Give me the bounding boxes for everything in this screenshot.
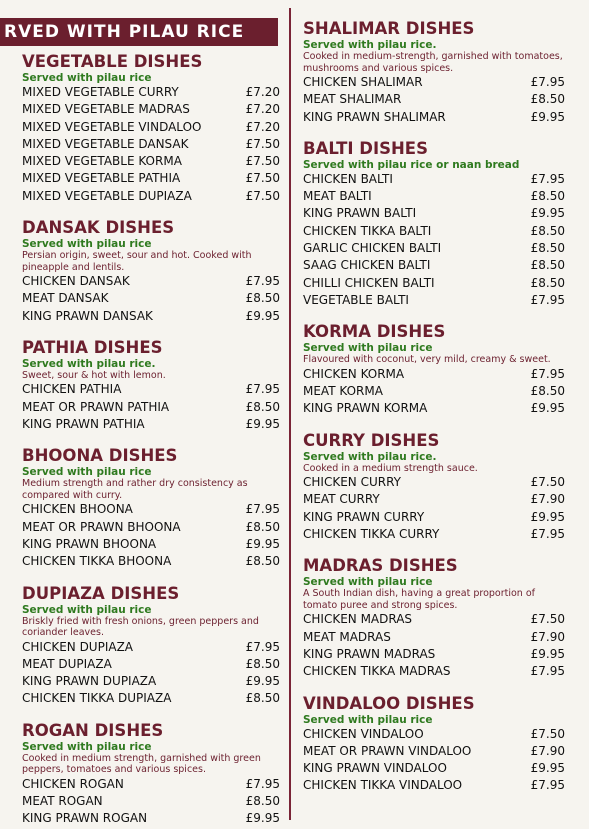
menu-item-name: MEAT CURRY (303, 492, 380, 507)
menu-item (22, 273, 280, 290)
menu-item-name: CHICKEN TIKKA BALTI (303, 223, 432, 238)
section-gap (22, 205, 280, 218)
section-description: Persian origin, sweet, sour and hot. Cooked with pineapple and lentils. (22, 250, 252, 273)
menu-item (22, 553, 280, 570)
menu-section-korma-dishes (303, 322, 565, 417)
menu-item-price: £7.95 (245, 502, 280, 517)
menu-item-price: £8.50 (530, 92, 565, 107)
section-subtitle: Served with pilau rice (303, 576, 433, 589)
menu-item (22, 656, 280, 673)
menu-item (303, 474, 565, 491)
menu-item-price: £7.20 (245, 85, 280, 99)
menu-item (303, 646, 565, 663)
section-gap (22, 708, 280, 721)
menu-item (303, 743, 565, 760)
menu-item-price: £8.50 (245, 399, 280, 414)
menu-item-name: KING PRAWN VINDALOO (303, 761, 447, 776)
section-title: SHALIMAR DISHES (303, 19, 475, 38)
menu-item (303, 188, 565, 205)
menu-item-price: £8.50 (530, 223, 565, 238)
section-subtitle: Served with pilau rice (22, 740, 152, 753)
section-title: ROGAN DISHES (22, 720, 164, 740)
menu-item (22, 188, 280, 205)
menu-item-name: KING PRAWN KORMA (303, 401, 428, 416)
section-subtitle: Served with pilau rice (303, 713, 433, 726)
menu-item-price: £7.95 (245, 776, 280, 791)
menu-item-name: MIXED VEGETABLE DUPIAZA (22, 188, 192, 203)
section-gap (22, 433, 280, 446)
menu-item-name: MEAT OR PRAWN PATHIA (22, 399, 170, 414)
menu-item-name: MEAT BALTI (303, 189, 372, 204)
menu-section-bhoona-dishes (22, 446, 280, 570)
menu-item-price: £7.95 (530, 664, 565, 679)
menu-item (22, 84, 280, 101)
menu-item (303, 240, 565, 257)
menu-item-name: MIXED VEGETABLE VINDALOO (22, 119, 202, 134)
menu-item-price: £9.95 (530, 761, 565, 776)
section-title: PATHIA DISHES (22, 337, 163, 357)
menu-item-price: £7.50 (530, 726, 565, 741)
menu-item (303, 663, 565, 680)
section-description: Cooked in a medium strength sauce. (303, 462, 478, 474)
section-title: BALTI DISHES (303, 138, 428, 158)
menu-item-name: CHICKEN BHOONA (22, 502, 133, 517)
menu-item-name: CHICKEN PATHIA (22, 382, 122, 397)
menu-item-name: MIXED VEGETABLE CURRY (22, 85, 179, 99)
menu-section-dansak-dishes (22, 218, 280, 325)
section-description: Cooked in medium-strength, garnished with tomatoes, mushrooms and various spices. (303, 51, 563, 74)
section-subtitle: Served with pilau rice (22, 603, 152, 616)
menu-item (22, 690, 280, 707)
section-subtitle: Served with pilau rice. (303, 39, 437, 51)
menu-item-price: £8.50 (245, 794, 280, 809)
menu-item (22, 119, 280, 136)
menu-section-shalimar-dishes (303, 19, 565, 126)
menu-item-price: £8.50 (245, 291, 280, 306)
menu-item-name: MEAT OR PRAWN BHOONA (22, 519, 181, 534)
menu-item (22, 501, 280, 518)
section-gap (303, 126, 565, 139)
menu-item (22, 416, 280, 433)
section-subtitle: Served with pilau rice (303, 342, 433, 355)
menu-section-madras-dishes (303, 556, 565, 680)
menu-item (303, 726, 565, 743)
menu-item-price: £9.95 (530, 206, 565, 221)
menu-item-price: £7.50 (245, 171, 280, 186)
section-description: A South Indian dish, having a great proportion of tomato puree and strong spices. (303, 588, 535, 611)
menu-item-price: £7.20 (245, 102, 280, 117)
menu-item (303, 257, 565, 274)
section-subtitle: Served with pilau rice. (303, 450, 437, 463)
menu-item (22, 810, 280, 827)
menu-item (22, 381, 280, 398)
section-description: Flavoured with coconut, very mild, creamy & sweet. (303, 354, 551, 366)
menu-item-name: CHICKEN KORMA (303, 366, 405, 381)
section-gap (303, 309, 565, 322)
menu-item-name: MEAT OR PRAWN VINDALOO (303, 743, 472, 758)
section-title: DANSAK DISHES (22, 218, 175, 238)
menu-section-rogan-dishes (22, 721, 280, 828)
menu-item-name: KING PRAWN PATHIA (22, 417, 145, 432)
section-description: Medium strength and rather dry consistency as compared with curry. (22, 478, 248, 501)
menu-item-price: £9.95 (530, 109, 565, 124)
menu-item-price: £7.95 (530, 171, 565, 186)
menu-item (22, 290, 280, 307)
menu-item-price: £7.95 (530, 527, 565, 542)
menu-item-price: £7.50 (530, 612, 565, 627)
menu-item-name: MEAT SHALIMAR (303, 92, 402, 107)
menu-item-name: MIXED VEGETABLE MADRAS (22, 102, 190, 117)
menu-item-price: £7.20 (245, 119, 280, 134)
menu-item-name: GARLIC CHICKEN BALTI (303, 241, 442, 256)
section-title: DUPIAZA DISHES (22, 583, 180, 603)
menu-item (303, 275, 565, 292)
section-title: VEGETABLE DISHES (22, 52, 203, 71)
section-description: Sweet, sour & hot with lemon. (22, 369, 166, 381)
menu-item-price: £9.95 (245, 308, 280, 323)
menu-item-price: £9.95 (530, 646, 565, 661)
menu-item (303, 491, 565, 508)
section-title: CURRY DISHES (303, 430, 440, 450)
menu-item (22, 793, 280, 810)
menu-item-name: CHICKEN DANSAK (22, 274, 130, 289)
menu-item (22, 639, 280, 656)
menu-item (22, 153, 280, 170)
menu-item-price: £7.50 (245, 154, 280, 169)
column-divider (289, 8, 291, 820)
right-column (303, 19, 565, 795)
menu-item-price: £8.50 (245, 554, 280, 569)
menu-item (303, 171, 565, 188)
menu-item-price: £7.90 (530, 492, 565, 507)
menu-item-name: CHICKEN TIKKA DUPIAZA (22, 691, 172, 706)
section-description: Cooked in medium strength, garnished with green peppers, tomatoes and various spices. (22, 752, 261, 776)
menu-item-name: CHICKEN VINDALOO (303, 726, 424, 741)
menu-item (303, 292, 565, 309)
menu-item-price: £7.95 (530, 292, 565, 307)
menu-item-name: KING PRAWN SHALIMAR (303, 109, 446, 124)
menu-item-price: £9.95 (245, 674, 280, 689)
menu-item-name: CHILLI CHICKEN BALTI (303, 275, 435, 290)
menu-item-price: £7.95 (245, 639, 280, 654)
menu-item (303, 383, 565, 400)
menu-item-name: KING PRAWN DANSAK (22, 308, 153, 323)
menu-item (303, 205, 565, 222)
section-title: KORMA DISHES (303, 322, 446, 342)
menu-item-price: £7.95 (530, 778, 565, 793)
menu-item-price: £7.90 (530, 743, 565, 758)
menu-item (22, 170, 280, 187)
menu-item (22, 399, 280, 416)
left-column (22, 52, 280, 828)
menu-item-name: MEAT DUPIAZA (22, 656, 112, 671)
menu-item-name: CHICKEN TIKKA BHOONA (22, 554, 172, 569)
menu-item-price: £7.95 (245, 382, 280, 397)
menu-item-name: KING PRAWN CURRY (303, 509, 425, 524)
menu-item-price: £9.95 (245, 536, 280, 551)
menu-item (303, 366, 565, 383)
menu-item-price: £9.95 (245, 811, 280, 826)
menu-item-price: £8.50 (530, 258, 565, 273)
menu-section-dupiaza-dishes (22, 584, 280, 708)
menu-section-balti-dishes (303, 139, 565, 309)
menu-item-price: £9.95 (245, 417, 280, 432)
menu-item (303, 74, 565, 91)
menu-item-price: £8.50 (245, 519, 280, 534)
menu-item-name: MEAT KORMA (303, 384, 383, 399)
menu-item-price: £9.95 (530, 509, 565, 524)
section-gap (303, 543, 565, 556)
menu-item-name: CHICKEN MADRAS (303, 612, 413, 627)
section-subtitle: Served with pilau rice (22, 466, 152, 479)
page-banner: RVED WITH PILAU RICE (0, 18, 278, 46)
menu-item-name: CHICKEN BALTI (303, 171, 393, 186)
section-subtitle: Served with pilau rice or naan bread (303, 158, 520, 171)
section-title: BHOONA DISHES (22, 446, 178, 466)
section-gap (303, 418, 565, 431)
menu-item-name: MEAT MADRAS (303, 629, 391, 644)
menu-item (22, 101, 280, 118)
menu-item-price: £8.50 (245, 656, 280, 671)
section-gap (22, 325, 280, 338)
menu-item-price: £8.50 (530, 189, 565, 204)
menu-item-price: £7.50 (245, 188, 280, 203)
menu-item (303, 109, 565, 126)
menu-item-price: £7.50 (530, 475, 565, 490)
menu-item-name: CHICKEN TIKKA CURRY (303, 527, 440, 542)
menu-item-name: SAAG CHICKEN BALTI (303, 258, 431, 273)
section-title: MADRAS DISHES (303, 556, 458, 576)
menu-item (303, 223, 565, 240)
section-subtitle: Served with pilau rice (22, 72, 152, 84)
menu-item-name: MIXED VEGETABLE PATHIA (22, 171, 181, 186)
menu-item-name: MEAT ROGAN (22, 794, 103, 809)
menu-item-name: CHICKEN ROGAN (22, 776, 124, 791)
menu-item (303, 526, 565, 543)
menu-item-price: £7.50 (245, 136, 280, 151)
menu-item-name: CHICKEN DUPIAZA (22, 639, 133, 654)
menu-item (303, 611, 565, 628)
menu-item-name: CHICKEN CURRY (303, 475, 401, 490)
menu-item (22, 673, 280, 690)
menu-item-price: £7.95 (530, 75, 565, 89)
menu-item-name: MEAT DANSAK (22, 291, 109, 306)
menu-item-name: MIXED VEGETABLE DANSAK (22, 136, 189, 151)
menu-item (22, 136, 280, 153)
menu-item-price: £8.50 (245, 691, 280, 706)
menu-section-curry-dishes (303, 431, 565, 544)
menu-item-name: KING PRAWN MADRAS (303, 646, 436, 661)
menu-section-vegetable-dishes (22, 52, 280, 205)
section-title: VINDALOO DISHES (303, 693, 475, 713)
menu-item (303, 91, 565, 108)
menu-item-price: £9.95 (530, 401, 565, 416)
menu-item (22, 776, 280, 793)
menu-item-price: £8.50 (530, 275, 565, 290)
menu-item-name: VEGETABLE BALTI (303, 292, 409, 307)
menu-item (303, 509, 565, 526)
menu-item-price: £7.95 (530, 366, 565, 381)
menu-item (22, 519, 280, 536)
menu-item-name: KING PRAWN ROGAN (22, 811, 148, 826)
menu-item (303, 760, 565, 777)
menu-item-price: £8.50 (530, 241, 565, 256)
section-gap (22, 571, 280, 584)
menu-item-price: £7.90 (530, 629, 565, 644)
menu-item (303, 400, 565, 417)
menu-section-pathia-dishes (22, 338, 280, 433)
section-subtitle: Served with pilau rice. (22, 357, 156, 370)
menu-item (22, 536, 280, 553)
menu-item-price: £8.50 (530, 384, 565, 399)
menu-item-name: CHICKEN SHALIMAR (303, 75, 423, 89)
section-description: Briskly fried with fresh onions, green peppers and coriander leaves. (22, 615, 259, 639)
menu-item-name: KING PRAWN DUPIAZA (22, 674, 157, 689)
menu-item-name: CHICKEN TIKKA MADRAS (303, 664, 451, 679)
menu-item-name: KING PRAWN BALTI (303, 206, 417, 221)
menu-item-name: CHICKEN TIKKA VINDALOO (303, 778, 463, 793)
section-gap (303, 681, 565, 694)
menu-item-price: £7.95 (245, 274, 280, 289)
menu-item (303, 777, 565, 794)
menu-item (303, 629, 565, 646)
menu-item-name: KING PRAWN BHOONA (22, 536, 157, 551)
section-subtitle: Served with pilau rice (22, 238, 152, 251)
menu-item-name: MIXED VEGETABLE KORMA (22, 154, 182, 169)
menu-item (22, 308, 280, 325)
menu-section-vindaloo-dishes (303, 694, 565, 795)
